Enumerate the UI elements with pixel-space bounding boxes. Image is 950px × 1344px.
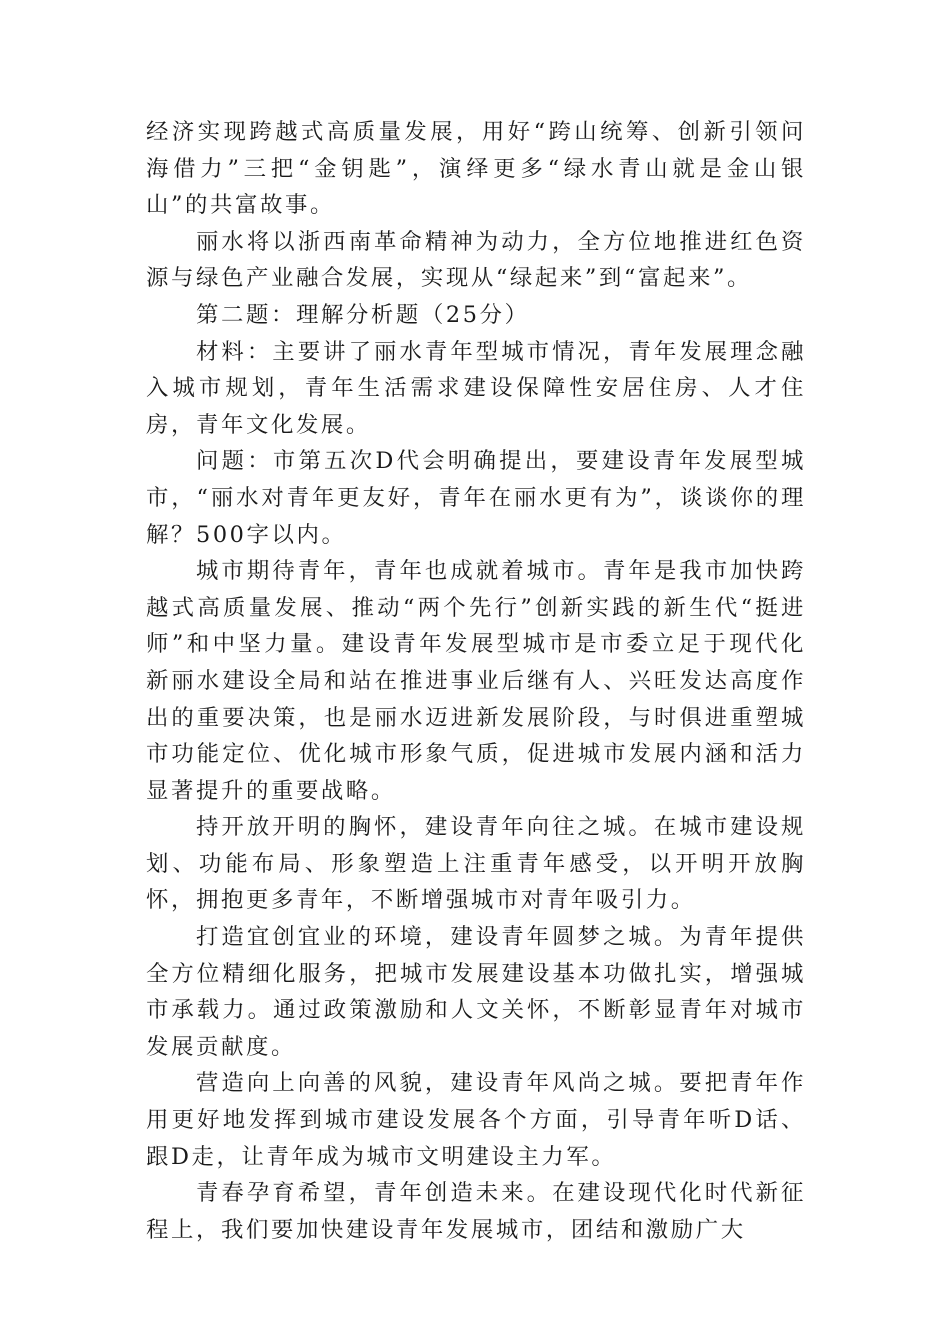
answer-conclusion-paragraph: 青春孕育希望，青年创造未来。在建设现代化时代新征程上，我们要加快建设青年发展城市，团结和激励广大 — [146, 1180, 806, 1243]
answer-point-style-city: 营造向上向善的风貌，建设青年风尚之城。要把青年作用更好地发挥到城市建设发展各个方面，引导青年听D话、跟D走，让青年成为城市文明建设主力军。 — [146, 1070, 806, 1170]
answer-point-dream-city: 打造宜创宜业的环境，建设青年圆梦之城。为青年提供全方位精细化服务，把城市发展建设基本功做扎实，增强城市承载力。通过政策激励和人文关怀，不断彰显青年对城市发展贡献度。 — [146, 924, 806, 1060]
question-paragraph: 问题：市第五次D代会明确提出，要建设青年发展型城市，“丽水对青年更友好，青年在丽水更有为”，谈谈你的理解？500字以内。 — [146, 448, 806, 548]
paragraph-continuation: 经济实现跨越式高质量发展，用好“跨山统筹、创新引领问海借力”三把“金钥匙”，演绎更多“绿水青山就是金山银山”的共富故事。 — [146, 119, 806, 219]
answer-point-open-city: 持开放开明的胸怀，建设青年向往之城。在城市建设规划、功能布局、形象塑造上注重青年感受，以开明开放胸怀，拥抱更多青年，不断增强城市对青年吸引力。 — [146, 814, 806, 914]
material-paragraph: 材料：主要讲了丽水青年型城市情况，青年发展理念融入城市规划，青年生活需求建设保障性安居住房、人才住房，青年文化发展。 — [146, 338, 806, 438]
question-two-heading: 第二题：理解分析题（25分） — [196, 301, 530, 328]
document-body — [146, 114, 806, 1248]
answer-intro-paragraph: 城市期待青年，青年也成就着城市。青年是我市加快跨越式高质量发展、推动“两个先行”创新实践的新生代“挺进师”和中坚力量。建设青年发展型城市是市委立足于现代化新丽水建设全局和站在推进事业后继有人、兴旺发达高度作出的重要决策，也是丽水迈进新发展阶段，与时俱进重塑城市功能定位、优化城市形象气质，促进城市发展内涵和活力显著提升的重要战略。 — [146, 558, 806, 804]
paragraph-lishui-red-green: 丽水将以浙西南革命精神为动力，全方位地推进红色资源与绿色产业融合发展，实现从“绿起来”到“富起来”。 — [146, 228, 806, 292]
